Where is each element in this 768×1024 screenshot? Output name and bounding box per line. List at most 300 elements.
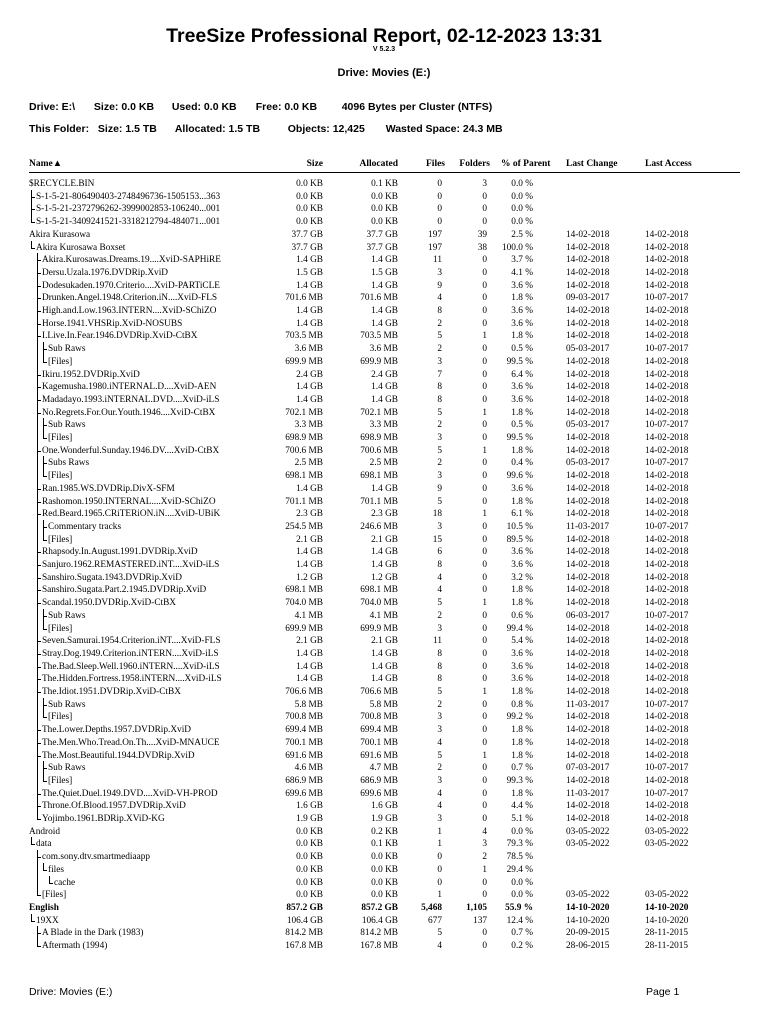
files-cell: 3 bbox=[437, 712, 442, 723]
files-cell: 7 bbox=[437, 369, 442, 380]
table-row[interactable] bbox=[0, 762, 768, 775]
percent-cell: 78.5 % bbox=[506, 852, 533, 863]
last-change-cell: 14-02-2018 bbox=[566, 737, 610, 748]
folder-name-cell: S-1-5-21-2372796262-3999002853-106240...001 bbox=[36, 204, 221, 215]
table-row[interactable] bbox=[0, 419, 768, 432]
folders-cell: 1 bbox=[482, 687, 487, 697]
last-change-cell: 14-02-2018 bbox=[566, 687, 610, 697]
table-row[interactable] bbox=[0, 864, 768, 877]
folder-name-cell: Sub Raws bbox=[48, 344, 86, 355]
percent-cell: 3.6 % bbox=[511, 661, 533, 672]
files-cell: 9 bbox=[437, 483, 442, 494]
last-change-cell: 14-02-2018 bbox=[566, 509, 610, 520]
last-change-cell: 14-02-2018 bbox=[566, 648, 610, 659]
percent-cell: 3.6 % bbox=[511, 560, 533, 570]
folders-cell: 0 bbox=[482, 458, 487, 469]
folder-name-cell: The.Idiot.1951.DVDRip.XviD-CtBX bbox=[42, 687, 181, 697]
files-cell: 2 bbox=[437, 610, 442, 621]
files-cell: 4 bbox=[437, 293, 442, 304]
table-row[interactable] bbox=[0, 432, 768, 445]
table-row[interactable] bbox=[0, 800, 768, 813]
folder-name-cell: [Files] bbox=[48, 471, 73, 482]
folder-name-cell: The.Lower.Depths.1957.DVDRip.XviD bbox=[42, 725, 191, 736]
files-cell: 5 bbox=[437, 496, 442, 507]
percent-cell: 3.2 % bbox=[511, 572, 533, 583]
last-access-cell: 14-02-2018 bbox=[645, 242, 689, 253]
last-change-cell: 14-02-2018 bbox=[566, 674, 610, 685]
percent-cell: 0.0 % bbox=[511, 890, 533, 901]
folders-cell: 39 bbox=[477, 229, 487, 240]
table-row[interactable] bbox=[0, 216, 768, 229]
size-cell: 0.0 KB bbox=[296, 217, 323, 228]
table-row[interactable] bbox=[0, 242, 768, 255]
percent-cell: 3.6 % bbox=[511, 382, 533, 393]
column-header-size[interactable]: Size bbox=[306, 159, 323, 169]
size-cell: 704.0 MB bbox=[285, 598, 323, 609]
percent-cell: 0.5 % bbox=[511, 420, 533, 431]
folder-name-cell: Yojimbo.1961.BDRip.XViD-KG bbox=[42, 814, 165, 824]
files-cell: 5 bbox=[437, 687, 442, 697]
folders-cell: 0 bbox=[482, 648, 487, 659]
files-cell: 8 bbox=[437, 382, 442, 393]
folders-cell: 0 bbox=[482, 433, 487, 443]
table-row[interactable] bbox=[0, 318, 768, 331]
allocated-cell: 1.4 GB bbox=[371, 648, 398, 659]
allocated-cell: 700.8 MB bbox=[360, 712, 398, 723]
percent-cell: 1.8 % bbox=[511, 788, 533, 799]
table-row[interactable] bbox=[0, 470, 768, 483]
last-access-cell: 14-02-2018 bbox=[645, 534, 689, 545]
folder-name-cell: The.Most.Beautiful.1944.DVDRip.XviD bbox=[42, 750, 195, 761]
folder-name-cell: [Files] bbox=[48, 623, 73, 634]
folders-cell: 0 bbox=[482, 814, 487, 824]
percent-cell: 10.5 % bbox=[506, 521, 533, 532]
size-cell: 167.8 MB bbox=[285, 941, 323, 951]
folders-cell: 0 bbox=[482, 369, 487, 380]
last-change-cell: 03-05-2022 bbox=[566, 839, 610, 850]
files-cell: 4 bbox=[437, 737, 442, 748]
table-row[interactable] bbox=[0, 826, 768, 839]
folders-cell: 0 bbox=[482, 623, 487, 634]
percent-cell: 0.7 % bbox=[511, 763, 533, 774]
size-cell: 1.2 GB bbox=[296, 572, 323, 583]
last-access-cell: 03-05-2022 bbox=[645, 839, 689, 850]
percent-cell: 55.9 % bbox=[505, 902, 533, 913]
folders-cell: 0 bbox=[482, 217, 487, 228]
table-row[interactable] bbox=[0, 623, 768, 636]
percent-cell: 1.8 % bbox=[511, 407, 533, 418]
allocated-cell: 1.4 GB bbox=[371, 382, 398, 393]
files-cell: 0 bbox=[437, 204, 442, 215]
table-row[interactable] bbox=[0, 572, 768, 585]
table-row[interactable] bbox=[0, 508, 768, 521]
tree-connector bbox=[0, 457, 300, 470]
percent-cell: 3.6 % bbox=[511, 306, 533, 316]
folders-cell: 0 bbox=[482, 560, 487, 570]
percent-cell: 99.5 % bbox=[506, 433, 533, 443]
table-row[interactable] bbox=[0, 369, 768, 382]
last-change-cell: 20-09-2015 bbox=[566, 928, 610, 939]
files-cell: 15 bbox=[432, 534, 442, 545]
folder-name-cell: $RECYCLE.BIN bbox=[29, 179, 95, 189]
size-cell: 698.1 MB bbox=[285, 471, 323, 482]
folder-name-cell: Stray.Dog.1949.Criterion.iNTERN....XviD-iLS bbox=[42, 648, 219, 659]
folder-name-cell: Akira.Kurosawas.Dreams.19....XviD-SAPHiRE bbox=[42, 255, 221, 266]
allocated-cell: 1.4 GB bbox=[371, 674, 398, 685]
drive-heading: Drive: Movies (E:) bbox=[337, 67, 431, 79]
table-row[interactable] bbox=[0, 343, 768, 356]
last-access-cell: 14-02-2018 bbox=[645, 471, 689, 482]
files-cell: 6 bbox=[437, 547, 442, 558]
folder-name-cell: Dodesukaden.1970.Criterio....XviD-PARTiCLE bbox=[42, 280, 220, 291]
folder-info-line bbox=[29, 123, 503, 135]
column-header-name[interactable]: Name▲ bbox=[29, 159, 63, 169]
folder-name-cell: Rashomon.1950.INTERNAL....XviD-SChiZO bbox=[42, 496, 216, 507]
files-cell: 1 bbox=[437, 890, 442, 901]
report-version: V 5.2.3 bbox=[372, 46, 396, 53]
table-row[interactable] bbox=[0, 267, 768, 280]
table-row[interactable] bbox=[0, 546, 768, 559]
allocated-cell: 1.4 GB bbox=[371, 394, 398, 405]
last-change-cell: 14-02-2018 bbox=[566, 331, 610, 342]
files-cell: 3 bbox=[437, 775, 442, 786]
table-row[interactable] bbox=[0, 483, 768, 496]
percent-cell: 100.0 % bbox=[502, 242, 533, 253]
last-change-cell: 14-02-2018 bbox=[566, 661, 610, 672]
size-cell: 1.4 GB bbox=[296, 547, 323, 558]
last-change-cell: 14-02-2018 bbox=[566, 356, 610, 367]
files-cell: 3 bbox=[437, 725, 442, 736]
last-change-cell: 14-10-2020 bbox=[566, 902, 610, 913]
percent-cell: 0.0 % bbox=[511, 217, 533, 228]
column-header-allocated[interactable]: Allocated bbox=[359, 159, 398, 169]
last-access-cell: 10-07-2017 bbox=[645, 293, 689, 304]
table-row[interactable] bbox=[0, 737, 768, 750]
folders-cell: 0 bbox=[482, 255, 487, 266]
last-access-cell: 14-02-2018 bbox=[645, 382, 689, 393]
folders-cell: 0 bbox=[482, 483, 487, 494]
size-cell: 700.8 MB bbox=[285, 712, 323, 723]
last-access-cell: 10-07-2017 bbox=[645, 344, 689, 355]
folder-name-cell: Aftermath (1994) bbox=[42, 941, 108, 951]
table-row[interactable] bbox=[0, 457, 768, 470]
folder-name-cell: The.Hidden.Fortress.1958.iNTERN....XviD-iLS bbox=[42, 674, 222, 685]
tree-connector bbox=[0, 864, 300, 877]
folder-name-cell: [Files] bbox=[48, 775, 73, 786]
percent-cell: 89.5 % bbox=[506, 534, 533, 545]
size-cell: 1.4 GB bbox=[296, 648, 323, 659]
tree-connector bbox=[0, 877, 300, 890]
tree-connector bbox=[0, 623, 300, 636]
percent-cell: 0.5 % bbox=[511, 344, 533, 355]
allocated-cell: 691.6 MB bbox=[360, 750, 398, 761]
table-row[interactable] bbox=[0, 635, 768, 648]
allocated-cell: 1.4 GB bbox=[371, 483, 398, 494]
table-row[interactable] bbox=[0, 280, 768, 293]
files-cell: 197 bbox=[428, 242, 442, 253]
percent-cell: 5.4 % bbox=[511, 636, 533, 647]
last-change-cell: 05-03-2017 bbox=[566, 458, 610, 469]
column-header-last-access[interactable]: Last Access bbox=[645, 159, 692, 169]
last-access-cell: 10-07-2017 bbox=[645, 788, 689, 799]
table-row[interactable] bbox=[0, 445, 768, 458]
table-row[interactable] bbox=[0, 838, 768, 851]
percent-cell: 99.2 % bbox=[506, 712, 533, 723]
folder-name-cell: The.Men.Who.Tread.On.Th....XviD-MNAUCE bbox=[42, 737, 220, 748]
allocated-cell: 5.8 MB bbox=[369, 699, 398, 710]
last-access-cell: 14-02-2018 bbox=[645, 331, 689, 342]
percent-cell: 0.0 % bbox=[511, 179, 533, 189]
table-row[interactable] bbox=[0, 775, 768, 788]
last-access-cell: 14-02-2018 bbox=[645, 775, 689, 786]
size-cell: 106.4 GB bbox=[286, 915, 323, 926]
table-row[interactable] bbox=[0, 394, 768, 407]
size-cell: 2.4 GB bbox=[296, 369, 323, 380]
column-header-files[interactable]: Files bbox=[426, 159, 445, 169]
last-access-cell: 14-02-2018 bbox=[645, 483, 689, 494]
files-cell: 9 bbox=[437, 280, 442, 291]
allocated-cell: 2.4 GB bbox=[371, 369, 398, 380]
size-cell: 2.1 GB bbox=[296, 534, 323, 545]
last-access-cell: 14-02-2018 bbox=[645, 737, 689, 748]
folders-cell: 0 bbox=[482, 712, 487, 723]
table-row[interactable] bbox=[0, 229, 768, 242]
percent-cell: 0.0 % bbox=[511, 877, 533, 888]
table-row[interactable] bbox=[0, 699, 768, 712]
table-row[interactable] bbox=[0, 191, 768, 204]
table-row[interactable] bbox=[0, 407, 768, 420]
table-row[interactable] bbox=[0, 711, 768, 724]
table-row[interactable] bbox=[0, 940, 768, 953]
table-row[interactable] bbox=[0, 584, 768, 597]
folders-cell: 0 bbox=[482, 941, 487, 951]
table-row[interactable] bbox=[0, 356, 768, 369]
table-row[interactable] bbox=[0, 559, 768, 572]
last-change-cell: 14-02-2018 bbox=[566, 712, 610, 723]
percent-cell: 1.8 % bbox=[511, 687, 533, 697]
percent-cell: 0.8 % bbox=[511, 699, 533, 710]
allocated-cell: 1.4 GB bbox=[371, 661, 398, 672]
allocated-cell: 2.1 GB bbox=[371, 534, 398, 545]
folder-name-cell: Sub Raws bbox=[48, 420, 86, 431]
column-header-folders[interactable]: Folders bbox=[459, 159, 490, 169]
folder-name-cell: The.Quiet.Duel.1949.DVD....XviD-VH-PROD bbox=[42, 788, 218, 799]
allocated-cell: 0.0 KB bbox=[371, 204, 398, 215]
files-cell: 3 bbox=[437, 433, 442, 443]
percent-cell: 1.8 % bbox=[511, 293, 533, 304]
allocated-cell: 4.1 MB bbox=[369, 610, 398, 621]
table-row[interactable] bbox=[0, 496, 768, 509]
allocated-cell: 3.6 MB bbox=[369, 344, 398, 355]
files-cell: 3 bbox=[437, 471, 442, 482]
files-cell: 2 bbox=[437, 344, 442, 355]
allocated-cell: 1.4 GB bbox=[371, 280, 398, 291]
folder-name-cell: Madadayo.1993.iNTERNAL.DVD....XviD-iLS bbox=[42, 394, 220, 405]
table-row[interactable] bbox=[0, 305, 768, 318]
files-cell: 5,468 bbox=[421, 902, 442, 913]
percent-cell: 0.7 % bbox=[511, 928, 533, 939]
size-cell: 1.4 GB bbox=[296, 661, 323, 672]
table-row[interactable] bbox=[0, 927, 768, 940]
table-row[interactable] bbox=[0, 902, 768, 915]
column-header-last-change[interactable]: Last Change bbox=[566, 159, 618, 169]
folder-name-cell: Sub Raws bbox=[48, 610, 86, 621]
allocated-cell: 698.1 MB bbox=[360, 471, 398, 482]
size-cell: 5.8 MB bbox=[294, 699, 323, 710]
percent-cell: 1.8 % bbox=[511, 598, 533, 609]
table-row[interactable] bbox=[0, 534, 768, 547]
allocated-cell: 698.1 MB bbox=[360, 585, 398, 596]
last-change-cell: 14-02-2018 bbox=[566, 280, 610, 291]
allocated-cell: 0.2 KB bbox=[371, 826, 398, 837]
last-access-cell: 10-07-2017 bbox=[645, 458, 689, 469]
files-cell: 4 bbox=[437, 585, 442, 596]
files-cell: 677 bbox=[428, 915, 442, 926]
last-change-cell: 05-03-2017 bbox=[566, 344, 610, 355]
table-row[interactable] bbox=[0, 889, 768, 902]
percent-cell: 3.6 % bbox=[511, 318, 533, 329]
percent-cell: 12.4 % bbox=[506, 915, 533, 926]
folders-cell: 0 bbox=[482, 737, 487, 748]
last-change-cell: 14-02-2018 bbox=[566, 750, 610, 761]
table-row[interactable] bbox=[0, 330, 768, 343]
folders-cell: 0 bbox=[482, 471, 487, 482]
table-row[interactable] bbox=[0, 686, 768, 699]
last-access-cell: 14-02-2018 bbox=[645, 547, 689, 558]
last-change-cell: 14-02-2018 bbox=[566, 814, 610, 824]
size-cell: 1.5 GB bbox=[296, 267, 323, 278]
table-row[interactable] bbox=[0, 381, 768, 394]
size-cell: 4.1 MB bbox=[294, 610, 323, 621]
folders-cell: 0 bbox=[482, 725, 487, 736]
footer-page-number: Page 1 bbox=[646, 986, 680, 998]
size-cell: 37.7 GB bbox=[291, 229, 323, 240]
folder-wasted: Wasted Space: 24.3 MB bbox=[385, 123, 503, 135]
last-access-cell: 14-02-2018 bbox=[645, 496, 689, 507]
size-cell: 700.6 MB bbox=[285, 445, 323, 456]
percent-cell: 5.1 % bbox=[511, 814, 533, 824]
last-change-cell: 14-02-2018 bbox=[566, 255, 610, 266]
files-cell: 2 bbox=[437, 420, 442, 431]
last-change-cell: 14-02-2018 bbox=[566, 496, 610, 507]
folder-name-cell: One.Wonderful.Sunday.1946.DV....XviD-CtBX bbox=[42, 445, 220, 456]
allocated-cell: 700.1 MB bbox=[360, 737, 398, 748]
folder-name-cell: 19XX bbox=[36, 915, 59, 926]
percent-cell: 3.6 % bbox=[511, 674, 533, 685]
folders-cell: 0 bbox=[482, 699, 487, 710]
size-cell: 698.9 MB bbox=[285, 433, 323, 443]
files-cell: 0 bbox=[437, 179, 442, 189]
table-row[interactable] bbox=[0, 724, 768, 737]
percent-cell: 99.6 % bbox=[506, 471, 533, 482]
table-row[interactable] bbox=[0, 597, 768, 610]
last-access-cell: 10-07-2017 bbox=[645, 521, 689, 532]
size-cell: 1.4 GB bbox=[296, 280, 323, 291]
table-row[interactable] bbox=[0, 673, 768, 686]
column-header-percent[interactable]: % of Parent bbox=[501, 159, 551, 169]
files-cell: 0 bbox=[437, 217, 442, 228]
files-cell: 5 bbox=[437, 407, 442, 418]
table-row[interactable] bbox=[0, 203, 768, 216]
table-row[interactable] bbox=[0, 851, 768, 864]
last-change-cell: 14-02-2018 bbox=[566, 318, 610, 329]
last-access-cell: 14-02-2018 bbox=[645, 814, 689, 824]
tree-connector bbox=[0, 343, 300, 356]
files-cell: 0 bbox=[437, 191, 442, 202]
table-row[interactable] bbox=[0, 788, 768, 801]
folder-name-cell: cache bbox=[54, 877, 76, 888]
files-cell: 5 bbox=[437, 331, 442, 342]
folders-cell: 1 bbox=[482, 864, 487, 875]
table-row[interactable] bbox=[0, 915, 768, 928]
size-cell: 814.2 MB bbox=[285, 928, 323, 939]
folder-name-cell: Ran.1985.WS.DVDRip.DivX-SFM bbox=[42, 483, 175, 494]
tree-connector bbox=[0, 762, 300, 775]
table-row[interactable] bbox=[0, 813, 768, 826]
last-change-cell: 05-03-2017 bbox=[566, 420, 610, 431]
table-row[interactable] bbox=[0, 178, 768, 191]
allocated-cell: 1.5 GB bbox=[371, 267, 398, 278]
table-row[interactable] bbox=[0, 292, 768, 305]
size-cell: 0.0 KB bbox=[296, 191, 323, 202]
files-cell: 18 bbox=[432, 509, 442, 520]
table-row[interactable] bbox=[0, 648, 768, 661]
percent-cell: 99.5 % bbox=[506, 356, 533, 367]
allocated-cell: 2.3 GB bbox=[371, 509, 398, 520]
last-change-cell: 14-02-2018 bbox=[566, 560, 610, 570]
files-cell: 3 bbox=[437, 267, 442, 278]
allocated-cell: 686.9 MB bbox=[360, 775, 398, 786]
table-row[interactable] bbox=[0, 610, 768, 623]
folders-cell: 0 bbox=[482, 191, 487, 202]
percent-cell: 2.5 % bbox=[511, 229, 533, 240]
allocated-cell: 246.6 MB bbox=[360, 521, 398, 532]
folder-name-cell: Red.Beard.1965.CRiTERiON.iN....XviD-UBiK bbox=[42, 509, 221, 520]
last-access-cell: 14-02-2018 bbox=[645, 306, 689, 316]
table-row[interactable] bbox=[0, 254, 768, 267]
folders-cell: 1 bbox=[482, 598, 487, 609]
last-change-cell: 14-02-2018 bbox=[566, 229, 610, 240]
allocated-cell: 0.0 KB bbox=[371, 877, 398, 888]
size-cell: 3.3 MB bbox=[294, 420, 323, 431]
last-change-cell: 14-02-2018 bbox=[566, 725, 610, 736]
folders-cell: 3 bbox=[482, 179, 487, 189]
size-cell: 4.6 MB bbox=[294, 763, 323, 774]
allocated-cell: 1.9 GB bbox=[371, 814, 398, 824]
last-access-cell: 14-02-2018 bbox=[645, 267, 689, 278]
size-cell: 2.1 GB bbox=[296, 636, 323, 647]
table-row[interactable] bbox=[0, 877, 768, 890]
folder-name-cell: Rhapsody.In.August.1991.DVDRip.XviD bbox=[42, 547, 198, 558]
allocated-cell: 1.4 GB bbox=[371, 255, 398, 266]
folder-name-cell: [Files] bbox=[48, 356, 73, 367]
percent-cell: 0.0 % bbox=[511, 191, 533, 202]
table-row[interactable] bbox=[0, 521, 768, 534]
size-cell: 1.9 GB bbox=[296, 814, 323, 824]
table-row[interactable] bbox=[0, 661, 768, 674]
size-cell: 2.5 MB bbox=[294, 458, 323, 469]
drive-size: Size: 0.0 KB bbox=[93, 101, 155, 113]
last-access-cell: 14-10-2020 bbox=[645, 902, 689, 913]
folders-cell: 1 bbox=[482, 509, 487, 520]
last-access-cell: 14-02-2018 bbox=[645, 318, 689, 329]
tree-connector bbox=[0, 470, 300, 483]
percent-cell: 0.4 % bbox=[511, 458, 533, 469]
allocated-cell: 1.4 GB bbox=[371, 560, 398, 570]
table-row[interactable] bbox=[0, 750, 768, 763]
files-cell: 8 bbox=[437, 394, 442, 405]
last-access-cell: 14-02-2018 bbox=[645, 572, 689, 583]
